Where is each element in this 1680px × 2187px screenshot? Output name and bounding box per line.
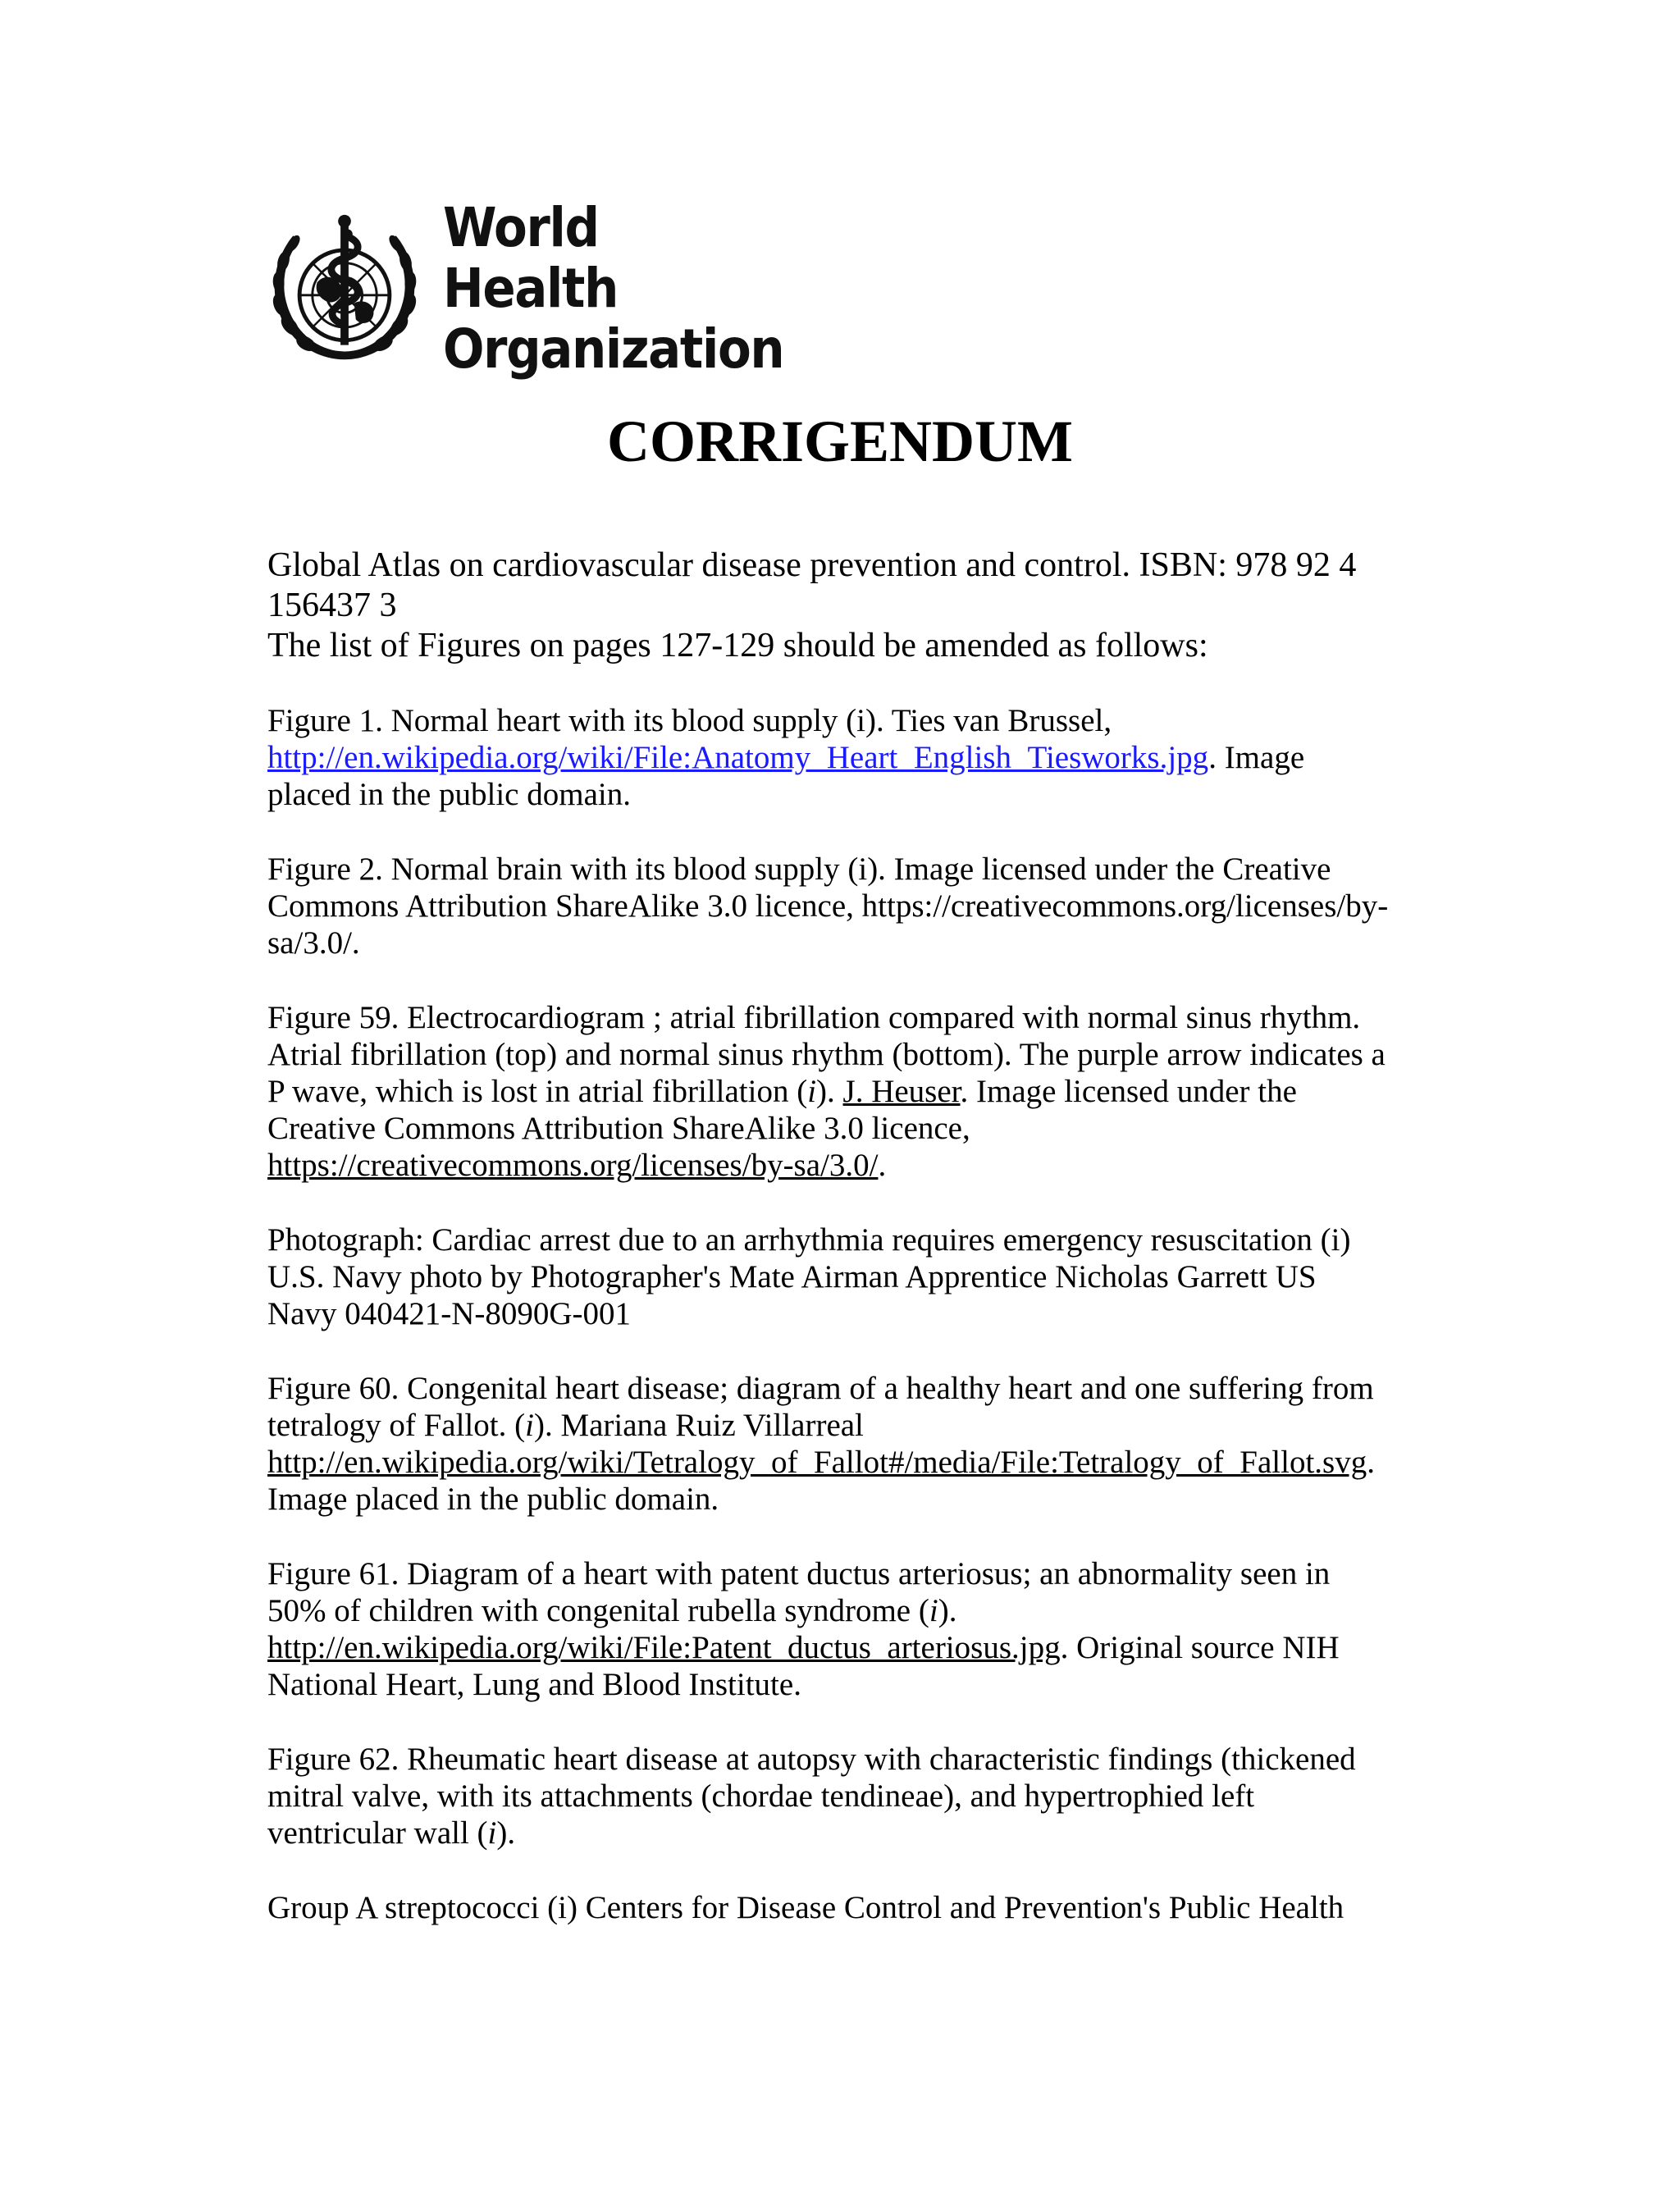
entry-line: Atrial fibrillation (top) and normal sinus rhythm (bottom). The purple arrow indicates a [267,1037,1386,1072]
entry-text: ). Mariana Ruiz Villarreal [533,1408,864,1443]
entry-line: Figure 1. Normal heart with its blood supply (i). Ties van Brussel, [267,703,1112,738]
organization-name-line2: Organization [443,317,784,381]
entry-italic: i [807,1074,817,1109]
entry-text: . [1367,1445,1375,1480]
entry-line: Figure 60. Congenital heart disease; diagram of a healthy heart and one suffering from [267,1371,1374,1406]
intro-line: 156437 3 [267,587,397,624]
intro-line: The list of Figures on pages 127-129 should be amended as follows: [267,627,1208,664]
entry-line: U.S. Navy photo by Photographer's Mate Airman Apprentice Nicholas Garrett US [267,1259,1317,1294]
entry-text: . [878,1148,887,1183]
entry-text: ventricular wall ( [267,1815,488,1851]
author-link-j-heuser[interactable]: J. Heuser [842,1074,961,1109]
entry-line: Figure 2. Normal brain with its blood supply (i). Image licensed under the Creative [267,852,1331,887]
entry-text: P wave, which is lost in atrial fibrillation ( [267,1074,808,1109]
figure-entry-59 [267,999,1432,1184]
page-title: CORRIGENDUM [607,409,1073,474]
entry-line: Group A streptococci (i) Centers for Disease Control and Prevention's Public Health [267,1890,1344,1925]
entry-text: ). [938,1593,957,1628]
organization-name [443,198,783,380]
figure-1-source-link[interactable]: http://en.wikipedia.org/wiki/File:Anatomy_Heart_English_Tiesworks.jpg [267,740,1209,775]
figure-61-source-link[interactable]: http://en.wikipedia.org/wiki/File:Patent_ductus_arteriosus.jpg [267,1630,1061,1665]
entry-line: placed in the public domain. [267,777,631,812]
organization-name-line1: World Health [443,196,619,320]
entry-text: ). [496,1815,516,1851]
who-logo [264,196,784,381]
entry-line: Image placed in the public domain. [267,1482,719,1517]
intro-line: Global Atlas on cardiovascular disease prevention and control. ISBN: 978 92 4 [267,546,1357,584]
entry-line: Photograph: Cardiac arrest due to an arrhythmia requires emergency resuscitation (i) [267,1222,1351,1258]
streptococci-entry [267,1889,1432,1926]
entry-text: . Image [1208,740,1305,775]
photograph-entry [267,1221,1432,1332]
entry-line: mitral valve, with its attachments (chordae tendineae), and hypertrophied left [267,1778,1255,1814]
entry-text: 50% of children with congenital rubella syndrome ( [267,1593,929,1628]
entry-line: Figure 61. Diagram of a heart with patent ductus arteriosus; an abnormality seen in [267,1556,1331,1591]
license-link[interactable]: https://creativecommons.org/licenses/by-sa/3.0/ [267,1148,879,1183]
figure-entry-2 [267,851,1432,961]
entry-italic: i [929,1593,938,1628]
entry-line [267,1592,1432,1629]
entry-line: National Heart, Lung and Blood Institute. [267,1667,801,1702]
entry-line [267,1147,1432,1184]
entry-line: sa/3.0/. [267,925,360,961]
entry-line: Figure 59. Electrocardiogram ; atrial fibrillation compared with normal sinus rhythm. [267,1000,1361,1035]
entry-text: . Image licensed under the [960,1074,1297,1109]
entry-text: ). [816,1074,843,1109]
entry-line: Navy 040421-N-8090G-001 [267,1296,632,1331]
entry-line [267,1444,1432,1481]
entry-line: Commons Attribution ShareAlike 3.0 licence, https://creativecommons.org/licenses/by- [267,888,1389,924]
entry-line [267,1629,1432,1666]
figure-entry-62 [267,1741,1432,1851]
entry-line [267,1815,1432,1851]
entry-text: tetralogy of Fallot. ( [267,1408,526,1443]
who-emblem-icon [264,208,425,369]
figure-entry-61 [267,1555,1432,1703]
entry-italic: i [487,1815,497,1851]
figure-entry-1 [267,702,1432,813]
figure-60-source-link[interactable]: http://en.wikipedia.org/wiki/Tetralogy_of_Fallot#/media/File:Tetralogy_of_Fallot.svg [267,1445,1367,1480]
entry-text: . Original source NIH [1060,1630,1340,1665]
entry-line: Figure 62. Rheumatic heart disease at autopsy with characteristic findings (thickened [267,1742,1356,1777]
entry-line [267,739,1432,776]
entry-line: Creative Commons Attribution ShareAlike 3.0 licence, [267,1111,970,1146]
entry-line [267,1073,1432,1110]
figure-entry-60 [267,1370,1432,1518]
document-body [267,546,1432,1964]
intro-paragraph [267,546,1432,666]
entry-italic: i [525,1408,534,1443]
entry-line [267,1407,1432,1444]
